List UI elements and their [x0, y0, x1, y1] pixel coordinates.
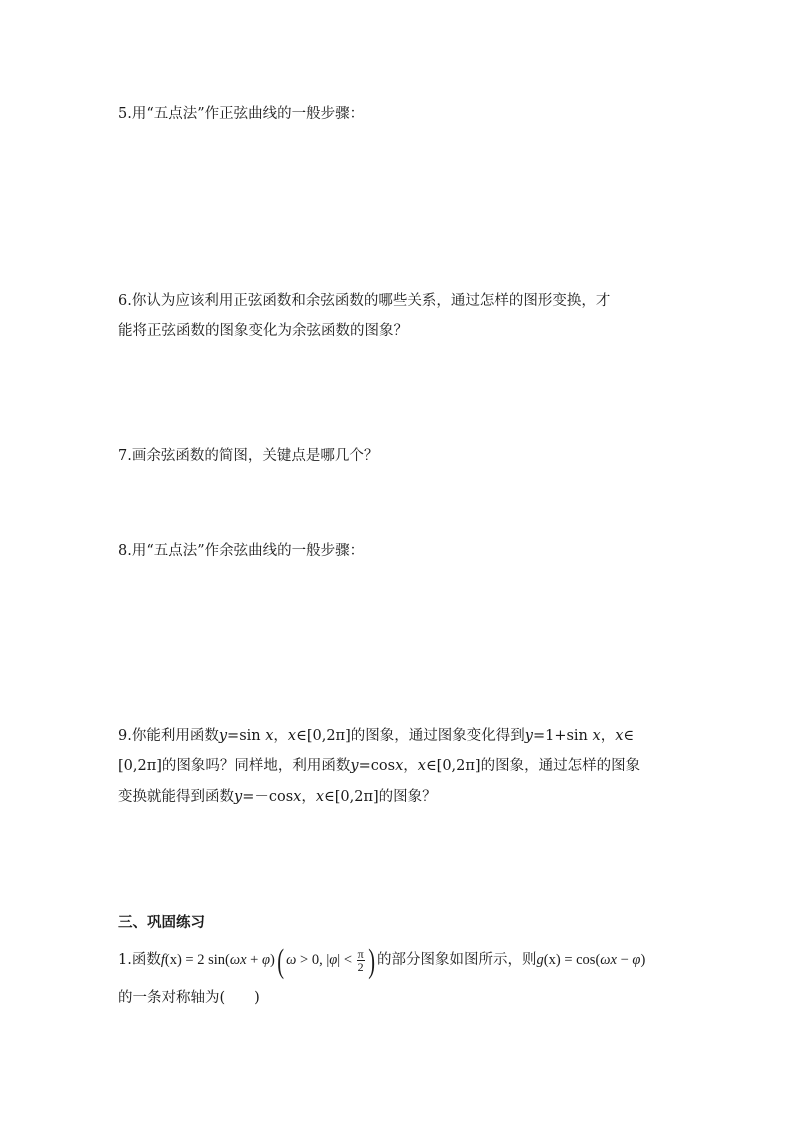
question-7: 7.画余弦函数的简图，关键点是哪几个？	[118, 448, 379, 464]
pi-over-2-fraction: $\frac{\pi}{2}$	[357, 947, 364, 974]
question-6-line-1: 6.你认为应该利用正弦函数和余弦函数的哪些关系，通过怎样的图形变换，才	[118, 293, 611, 309]
exercise-1-line-2: 的一条对称轴为( )	[118, 990, 260, 1006]
function-f-formula: f(x) = 2 sin(ωx + φ)( ω > 0, |φ| < $\frac{\pi}{2}$ )	[160, 942, 375, 980]
exercise-1-line-1: 1.函数f(x) = 2 sin(ωx + φ)( ω > 0, |φ| < $\frac{\pi}{2}$ ) 的部分图象如图所示，则g(x) = cos(ωx − φ)	[118, 942, 646, 980]
question-9-line-1: 9.你能利用函数y=sin x，x∈[0,2π]的图象，通过图象变化得到y=1+sin x，x∈	[118, 728, 635, 744]
question-6-line-2: 能将正弦函数的图象变化为余弦函数的图象？	[118, 323, 408, 339]
question-5: 5.用“五点法”作正弦曲线的一般步骤：	[118, 106, 365, 122]
section-heading-3: 三、巩固练习	[118, 914, 205, 931]
question-8: 8.用“五点法”作余弦曲线的一般步骤：	[118, 543, 365, 559]
function-g-formula: g(x) = cos(ωx − φ)	[536, 951, 646, 968]
question-9-line-3: 变换就能得到函数y=－cosx，x∈[0,2π]的图象？	[118, 789, 437, 805]
question-9-line-2: [0,2π]的图象吗？同样地，利用函数y=cosx，x∈[0,2π]的图象，通过怎样的图象	[118, 758, 641, 774]
